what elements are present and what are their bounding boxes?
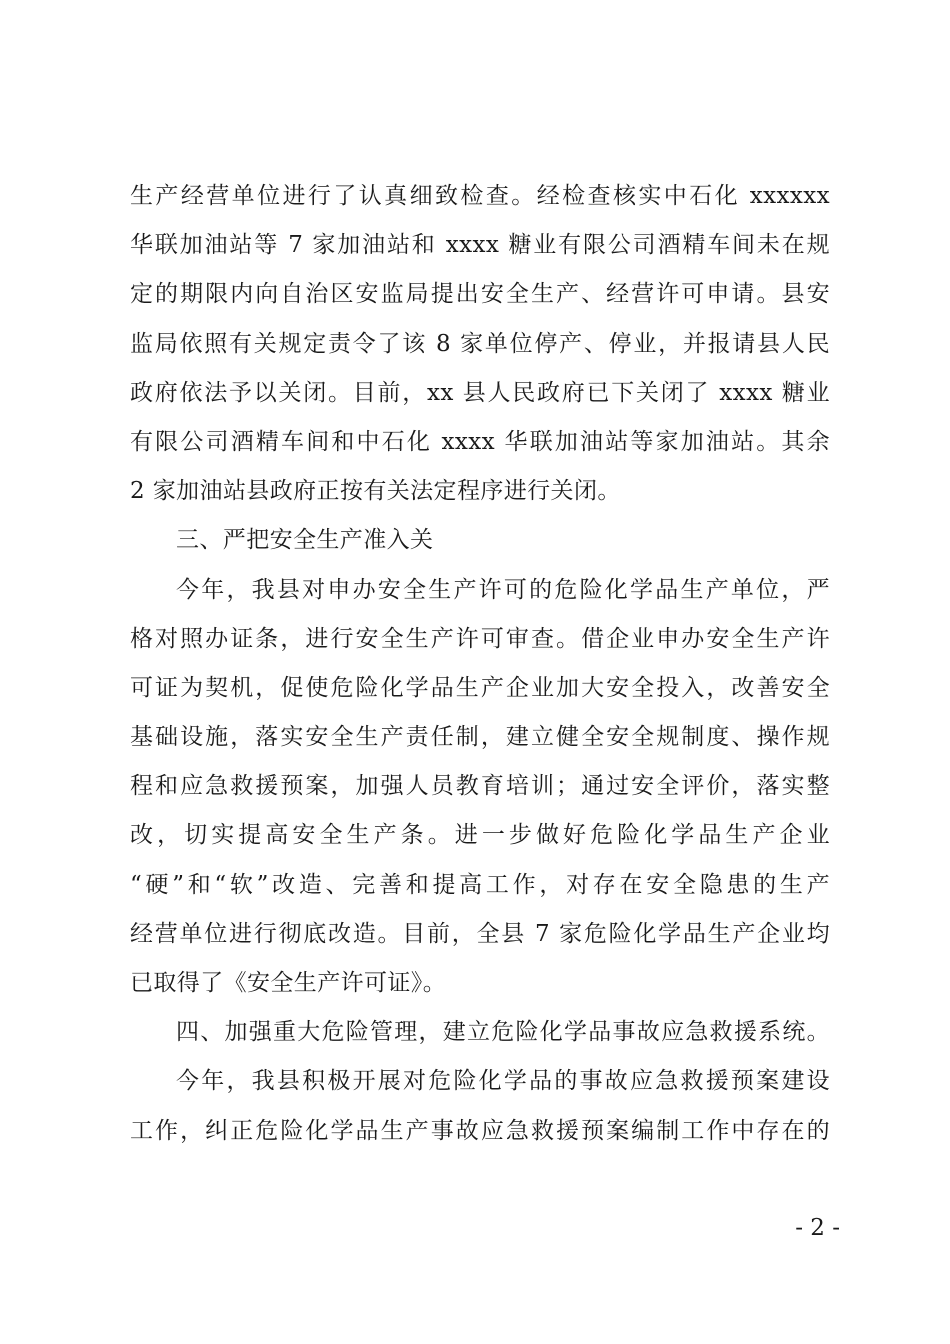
text-line: 生产经营单位进行了认真细致检查。经检查核实中石化 xxxxxx bbox=[130, 183, 830, 209]
text-line: 经营单位进行彻底改造。目前，全县 7 家危险化学品生产企业均 bbox=[130, 920, 830, 947]
text-line: 格对照办证条，进行安全生产许可审查。借企业申办安全生产许 bbox=[130, 625, 830, 652]
text-line: 今年，我县对申办安全生产许可的危险化学品生产单位，严 bbox=[176, 576, 830, 603]
text-line: 程和应急救援预案，加强人员教育培训；通过安全评价，落实整 bbox=[130, 773, 830, 800]
text-line: 华联加油站等 7 家加油站和 xxxx 糖业有限公司酒精车间未在规 bbox=[130, 232, 830, 259]
text-line: 基础设施，落实安全生产责任制，建立健全安全规制度、操作规 bbox=[130, 724, 830, 751]
page-number: - 2 - bbox=[795, 1215, 840, 1241]
text-line: “硬”和“软”改造、完善和提高工作，对存在安全隐患的生产 bbox=[130, 871, 830, 898]
text-line: 定的期限内向自治区安监局提出安全生产、经营许可申请。县安 bbox=[130, 281, 830, 308]
text-line: 有限公司酒精车间和中石化 xxxx 华联加油站等家加油站。其余 bbox=[130, 428, 830, 455]
text-line: 监局依照有关规定责令了该 8 家单位停产、停业，并报请县人民 bbox=[130, 330, 830, 357]
text-line: 2 家加油站县政府正按有关法定程序进行关闭。 bbox=[130, 478, 621, 505]
text-line: 可证为契机，促使危险化学品生产企业加大安全投入，改善安全 bbox=[130, 674, 830, 701]
text-line: 工作，纠正危险化学品生产事故应急救援预案编制工作中存在的 bbox=[130, 1117, 830, 1144]
text-line: 政府依法予以关闭。目前，xx 县人民政府已下关闭了 xxxx 糖业 bbox=[130, 379, 830, 406]
text-line: 改，切实提高安全生产条。进一步做好危险化学品生产企业 bbox=[130, 822, 830, 849]
body-text bbox=[130, 172, 830, 1156]
section-heading: 三、严把安全生产准入关 bbox=[176, 527, 434, 554]
text-line: 今年，我县积极开展对危险化学品的事故应急救援预案建设 bbox=[176, 1068, 830, 1095]
section-heading: 四、加强重大危险管理，建立危险化学品事故应急救援系统。 bbox=[176, 1019, 830, 1046]
text-line: 已取得了《安全生产许可证》。 bbox=[130, 970, 447, 996]
